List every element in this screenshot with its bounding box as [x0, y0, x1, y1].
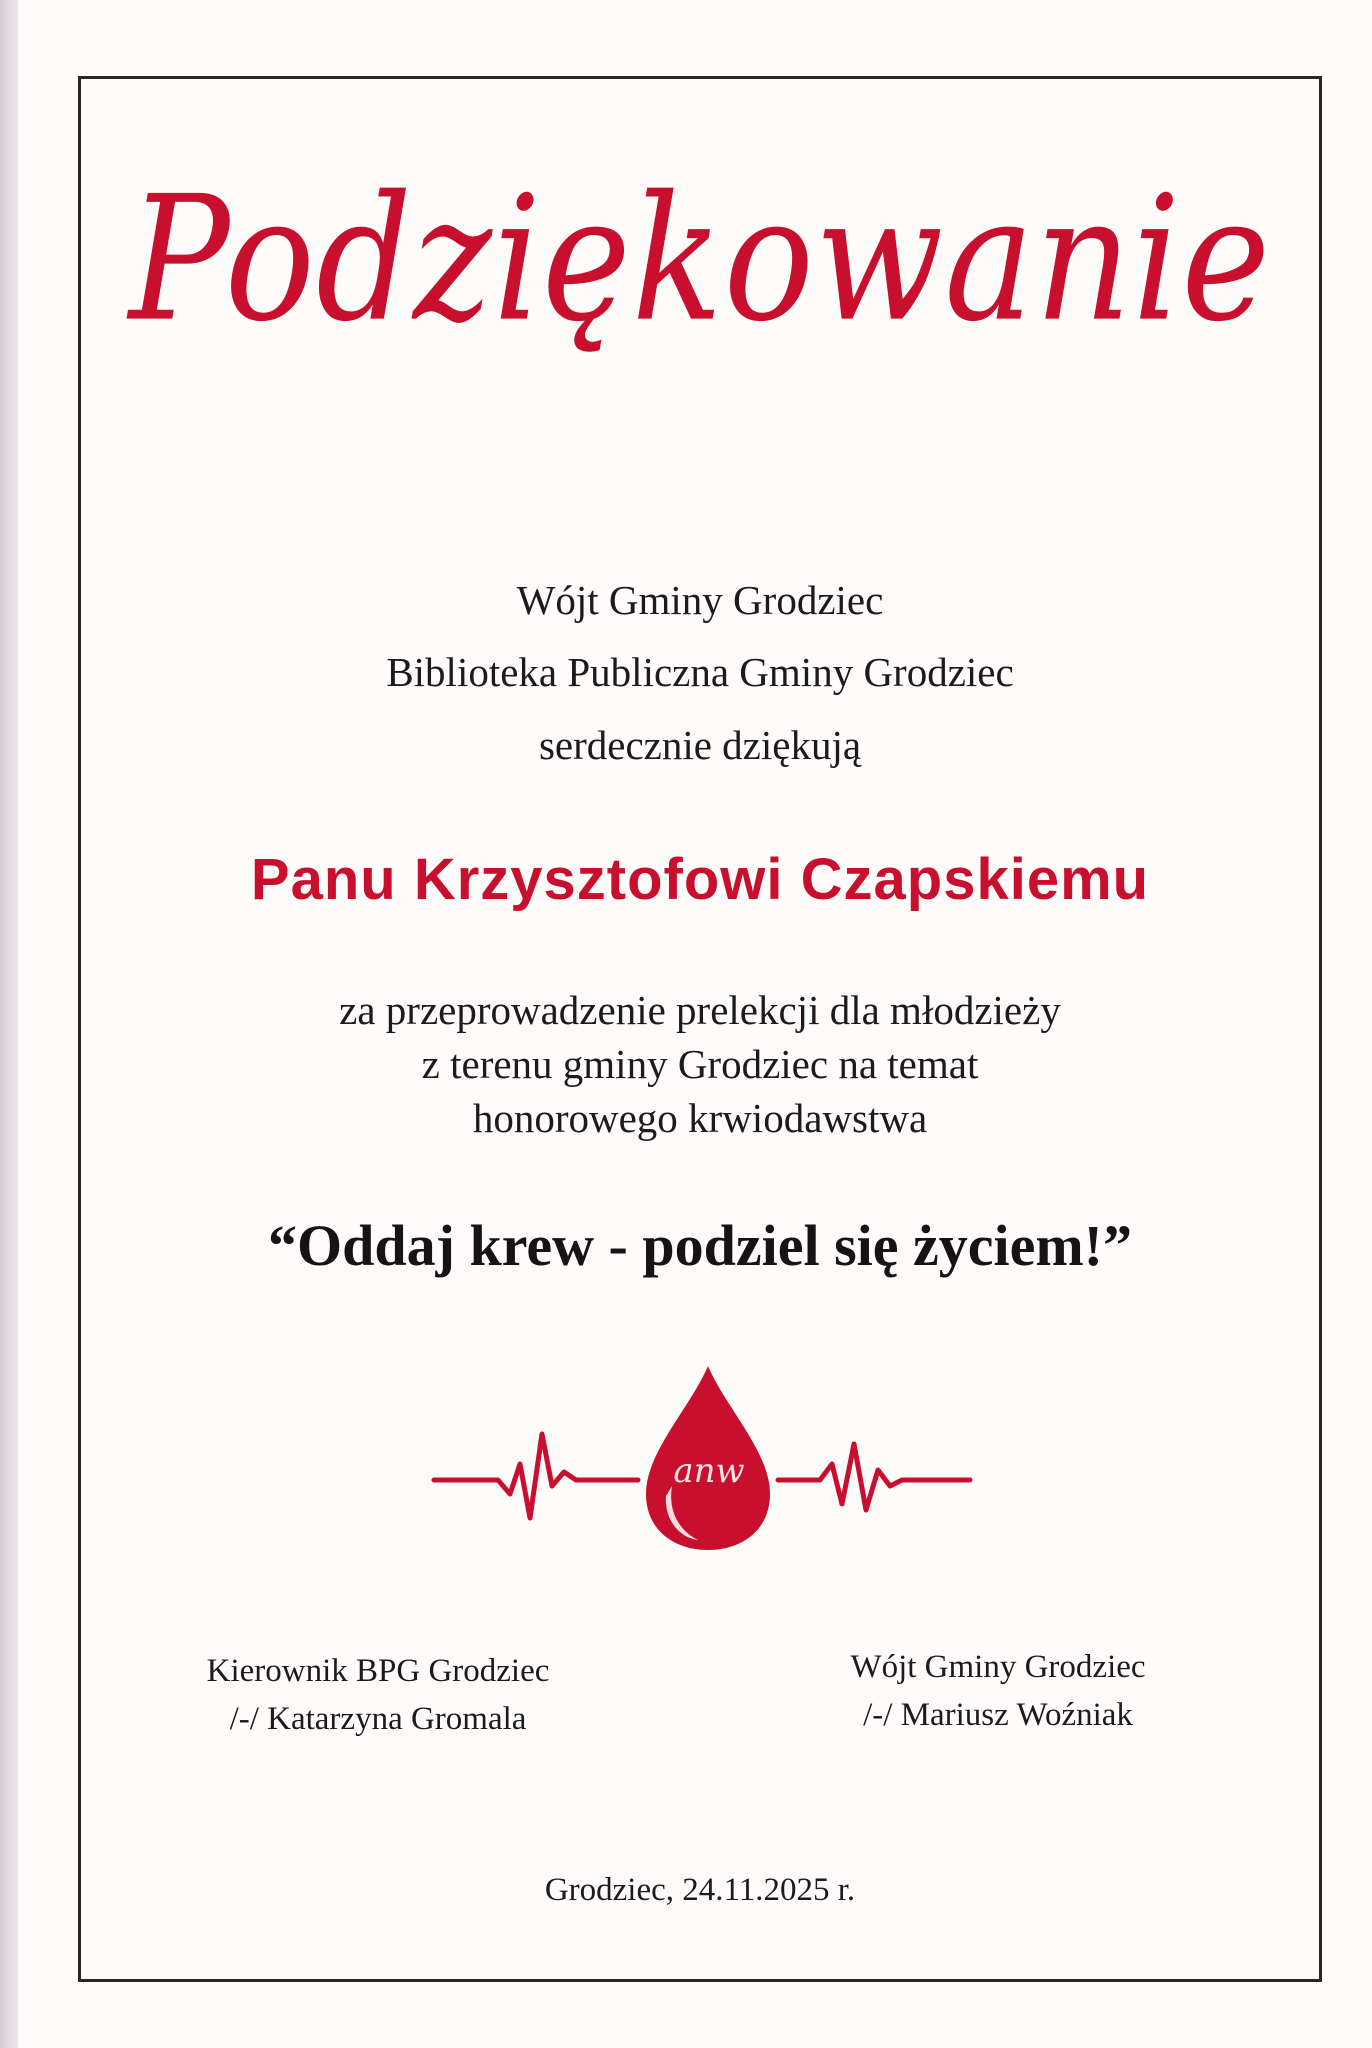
- certificate-sheet: [18, 0, 1372, 2048]
- signature-role: Kierownik BPG Grodziec: [206, 1653, 550, 1689]
- signature-block-right: [788, 1644, 1208, 1740]
- thanks-line: serdecznie dziękują: [538, 722, 862, 768]
- certificate-title: Podziękowanie: [128, 159, 1272, 361]
- signature-role: Wójt Gminy Grodziec: [850, 1649, 1146, 1685]
- campaign-slogan: “Oddaj krew - podziel się życiem!”: [268, 1213, 1132, 1278]
- reason-line-1: za przeprowadzenie prelekcji dla młodzieży: [339, 987, 1061, 1033]
- photo-edge: [0, 0, 18, 2048]
- reason-line-2: z terenu gminy Grodziec na temat: [421, 1041, 979, 1087]
- blood-drop-icon: [646, 1366, 770, 1550]
- issuer-line-2: Biblioteka Publiczna Gminy Grodziec: [386, 649, 1014, 695]
- signature-block-left: [168, 1648, 588, 1744]
- signature-name: /-/ Mariusz Woźniak: [863, 1696, 1133, 1733]
- recipient-name: Panu Krzysztofowi Czapskiemu: [250, 847, 1150, 912]
- blood-drop-heartbeat-logo: [428, 1360, 988, 1560]
- signature-name: /-/ Katarzyna Gromala: [229, 1700, 527, 1737]
- issuer-line-1: Wójt Gminy Grodziec: [516, 577, 884, 623]
- logo-text: anw: [673, 1451, 745, 1491]
- reason-line-3: honorowego krwiodawstwa: [472, 1095, 928, 1141]
- place-and-date: Grodziec, 24.11.2025 r.: [544, 1872, 856, 1908]
